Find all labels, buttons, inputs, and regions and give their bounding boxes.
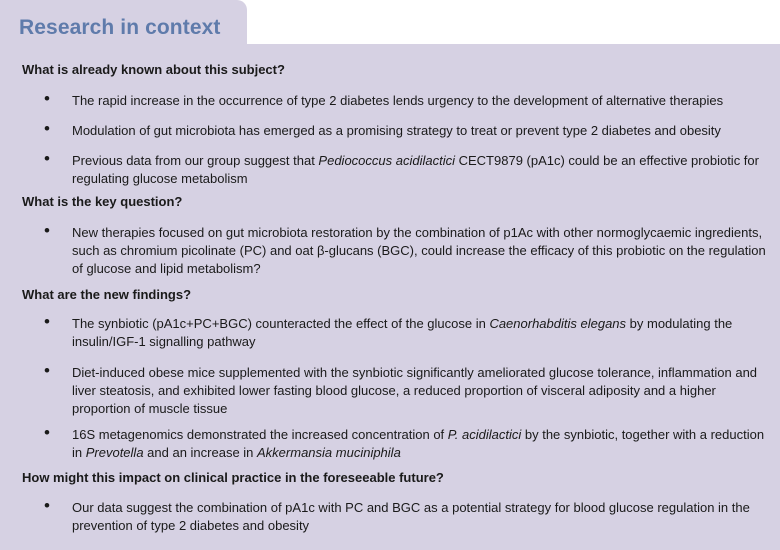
page-title: Research in context [19, 16, 221, 39]
item-text [72, 152, 766, 188]
section-heading: How might this impact on clinical practice in the foreseeable future? [22, 470, 444, 485]
text-run: Modulation of gut microbiota has emerged as a promising strategy to treat or prevent type 2 diabetes and obesity [72, 123, 721, 138]
item-text [72, 315, 766, 351]
section-heading: What are the new findings? [22, 287, 192, 302]
bullet-icon: • [44, 119, 50, 138]
text-run: The synbiotic (pA1c+PC+BGC) counteracted the effect of the glucose in [72, 316, 490, 331]
italic-term: Pediococcus acidilactici [318, 153, 455, 168]
section-heading: What is the key question? [22, 194, 183, 209]
bullet-icon: • [44, 221, 50, 240]
bullet-icon: • [44, 89, 50, 108]
bullet-icon: • [44, 361, 50, 380]
italic-term: Akkermansia muciniphila [257, 445, 401, 460]
text-run: New therapies focused on gut microbiota restoration by the combination of p1Ac with other normoglycaemic ingredients, such as chromium picolinate (PC) and oat β-glucans (BGC), could increase the efficacy of this probiotic on the regulation of glucose and lipid metabolism? [72, 225, 766, 276]
section-heading: What is already known about this subject? [22, 62, 285, 77]
text-run: Our data suggest the combination of pA1c with PC and BGC as a potential strategy for blood glucose regulation in the prevention of type 2 diabetes and obesity [72, 500, 750, 533]
item-text [72, 224, 766, 278]
bullet-icon: • [44, 496, 50, 515]
text-run: and an increase in [143, 445, 258, 460]
text-run: by modulating the insulin/IGF-1 signalling pathway [72, 316, 733, 349]
bullet-icon: • [44, 312, 50, 331]
bullet-icon: • [44, 149, 50, 168]
item-text [72, 364, 766, 418]
item-text [72, 92, 766, 110]
bullet-icon: • [44, 423, 50, 442]
text-run: Diet-induced obese mice supplemented with the synbiotic significantly ameliorated glucose tolerance, inflammation and liver steatosis, and exhibited lower fasting blood glucose, a reduced proportion of visceral adiposity and a higher proportion of muscle tissue [72, 365, 758, 416]
item-text [72, 426, 766, 462]
text-run: CECT9879 (pA1c) could be an effective probiotic for regulating glucose metabolism [72, 153, 759, 186]
italic-term: Prevotella [85, 445, 144, 460]
item-text [72, 499, 766, 535]
title-tab [0, 0, 247, 46]
text-run: by the synbiotic, together with a reduction in [72, 427, 765, 460]
item-text [72, 122, 766, 140]
italic-term: P. acidilactici [447, 427, 522, 442]
text-run: 16S metagenomics demonstrated the increased concentration of [72, 427, 448, 442]
italic-term: Caenorhabditis elegans [489, 316, 627, 331]
text-run: Previous data from our group suggest that [72, 153, 319, 168]
text-run: The rapid increase in the occurrence of type 2 diabetes lends urgency to the development of alternative therapies [72, 93, 724, 108]
